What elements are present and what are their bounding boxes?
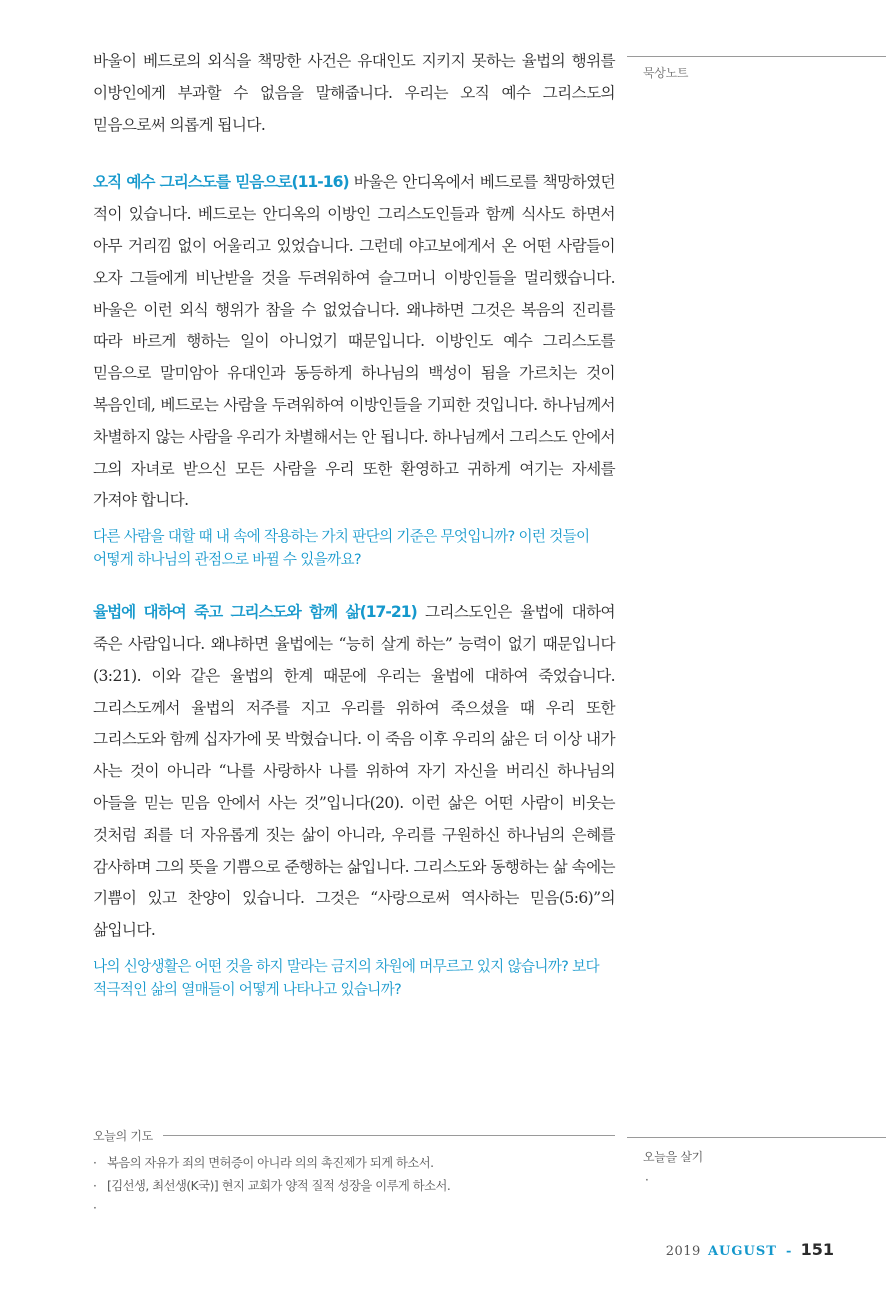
- bullet-icon: ·: [93, 1156, 97, 1170]
- reflection-question-2: 나의 신앙생활은 어떤 것을 하지 말라는 금지의 차원에 머무르고 있지 않습니까? 보다 적극적인 삶의 열매들이 어떻게 나타나고 있습니까?: [93, 957, 599, 998]
- section-paragraph-2: [93, 597, 615, 947]
- list-item: [93, 1197, 615, 1220]
- list-item: [93, 1175, 615, 1198]
- section-heading-1: 오직 예수 그리스도를 믿음으로(11-16): [93, 173, 349, 192]
- today-living-title: 오늘을 살기: [643, 1150, 703, 1164]
- section-gap: [93, 141, 615, 167]
- page-footer: [666, 1240, 834, 1259]
- meditation-notes-panel: [627, 56, 886, 81]
- section-text-1: 바울은 안디옥에서 베드로를 책망하였던 적이 있습니다. 베드로는 안디옥의 이방인 그리스도인들과 함께 식사도 하면서 아무 거리낌 없이 어울리고 있었습니다. 그런데 야고보에게서 온 어떤 사람들이 오자 그들에게 비난받을 것을 두려워하여 슬그머니 이방인들을 멀리했습니다. 바울은 이런 외식 행위가 참을 수 없었습니다. 왜냐하면 그것은 복음의 진리를 따라 바르게 행하는 일이 아니었기 때문입니다. 이방인도 예수 그리스도를 믿음으로 말미암아 유대인과 동등하게 하나님의 백성이 됨을 가르치는 것이 복음인데, 베드로는 사람을 두려워하여 이방인들을 기피한 것입니다. 하나님께서 차별하지 않는 사람을 우리가 차별해서는 안 됩니다. 하나님께서 그리스도 안에서 그의 자녀로 받으신 모든 사람을 우리 또한 환영하고 귀하게 여기는 자세를 가져야 합니다.: [93, 173, 616, 510]
- footer-year: 2019: [665, 1244, 701, 1259]
- footer-month: AUGUST: [707, 1244, 777, 1259]
- section-text-2: 그리스도인은 율법에 대하여 죽은 사람입니다. 왜냐하면 율법에는 “능히 살게 하는” 능력이 없기 때문입니다(3:21). 이와 같은 율법의 한계 때문에 우리는 율법에 대하여 죽었습니다. 그리스도께서 율법의 저주를 지고 우리를 위하여 죽으셨을 때 우리 또한 그리스도와 함께 십자가에 못 박혔습니다. 이 죽음 이후 우리의 삶은 더 이상 내가 사는 것이 아니라 “나를 사랑하사 나를 위하여 자기 자신을 버리신 하나님의 아들을 믿는 믿음 안에서 사는 것”입니다(20). 이런 삶은 어떤 사람이 비웃는 것처럼 죄를 더 자유롭게 짓는 삶이 아니라, 우리를 구원하신 하나님의 은혜를 감사하며 그의 뜻을 기쁨으로 준행하는 삶입니다. 그리스도와 동행하는 삶 속에는 기쁨이 있고 찬양이 있습니다. 그것은 “사랑으로써 역사하는 믿음(5:6)”의 삶입니다.: [93, 603, 615, 940]
- section-gap: [93, 571, 615, 597]
- section-paragraph-1: [93, 167, 615, 517]
- prayer-section: [93, 1127, 615, 1220]
- prayer-list: [93, 1152, 615, 1220]
- footer-separator: -: [786, 1244, 792, 1259]
- intro-paragraph: 바울이 베드로의 외식을 책망한 사건은 유대인도 지키지 못하는 율법의 행위를 이방인에게 부과할 수 없음을 말해줍니다. 우리는 오직 예수 그리스도의 믿음으로써 의롭게 됩니다.: [93, 52, 615, 134]
- page-number: 151: [800, 1240, 834, 1259]
- prayer-item-text: 복음의 자유가 죄의 면허증이 아니라 의의 촉진제가 되게 하소서.: [107, 1156, 434, 1170]
- bullet-icon: ·: [645, 1173, 649, 1187]
- prayer-divider: [163, 1135, 615, 1136]
- section-heading-2: 율법에 대하여 죽고 그리스도와 함께 삶(17-21): [93, 603, 417, 622]
- prayer-item-text: [김선생, 최선생(K국)] 현지 교회가 양적 질적 성장을 이루게 하소서.: [107, 1178, 451, 1193]
- list-item: [93, 1152, 615, 1175]
- main-column: [93, 46, 615, 1001]
- meditation-notes-label: 묵상노트: [643, 66, 689, 80]
- prayer-title: 오늘의 기도: [93, 1129, 153, 1143]
- prayer-header: [93, 1127, 615, 1144]
- today-living-panel: [627, 1137, 886, 1187]
- bullet-icon: ·: [93, 1201, 97, 1215]
- reflection-question-1: 다른 사람을 대할 때 내 속에 작용하는 가치 판단의 기준은 무엇입니까? 이런 것들이 어떻게 하나님의 관점으로 바뀔 수 있을까요?: [93, 528, 590, 569]
- bullet-icon: ·: [93, 1178, 97, 1193]
